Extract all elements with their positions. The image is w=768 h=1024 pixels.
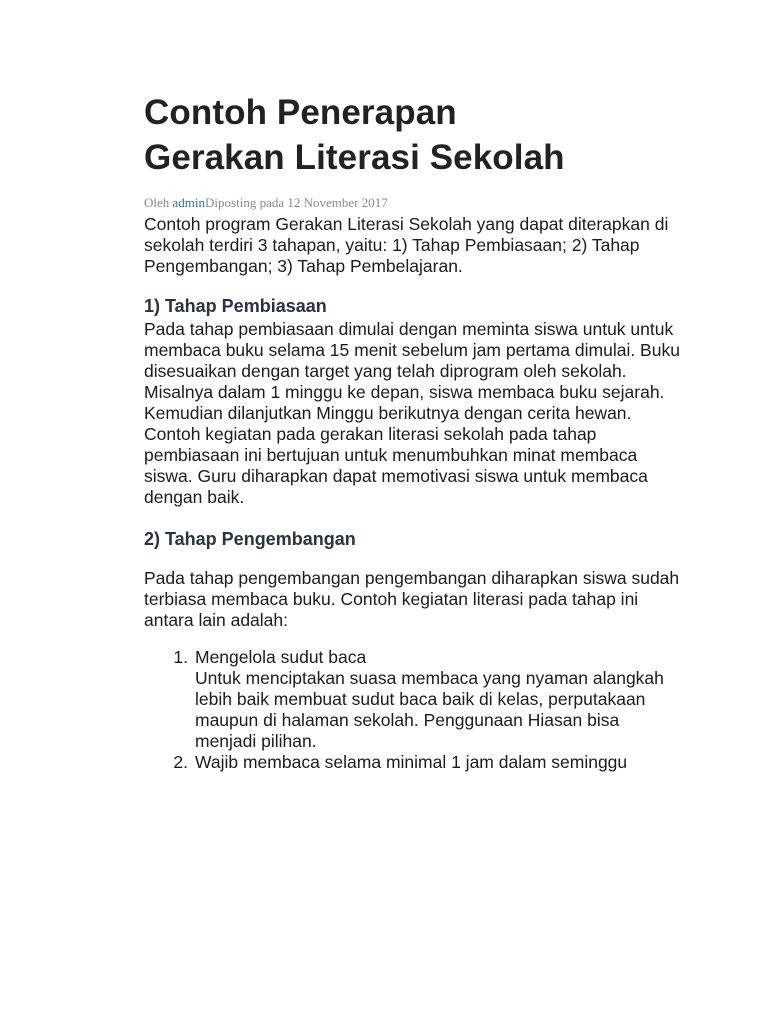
title-line-2: Gerakan Literasi Sekolah	[144, 138, 565, 177]
list-item-content	[188, 752, 665, 773]
list-item-title: Mengelola sudut baca	[195, 647, 367, 667]
page-title	[144, 90, 684, 180]
list-item-title: Wajib membaca selama minimal 1 jam dalam seminggu	[195, 752, 628, 772]
activity-list	[144, 647, 684, 773]
article	[144, 90, 684, 773]
post-meta	[144, 195, 684, 210]
author-link[interactable]: admin	[172, 195, 206, 210]
meta-by: Oleh	[144, 195, 173, 210]
section-body-pengembangan: Pada tahap pengembangan pengembangan diharapkan siswa sudah terbiasa membaca buku. Contoh kegiatan literasi pada tahap ini antara lain adalah:	[144, 568, 680, 630]
meta-posted-date: Diposting pada 12 November 2017	[205, 195, 388, 210]
list-item-number: 1.	[173, 647, 188, 667]
section-heading-pengembangan: 2) Tahap Pengembangan	[144, 529, 356, 549]
list-item-detail: Untuk menciptakan suasa membaca yang nyaman alangkah lebih baik membuat sudut baca baik di kelas, perputakaan maupun di halaman sekolah. Penggunaan Hiasan bisa menjadi pilihan.	[195, 668, 664, 751]
intro-paragraph: Contoh program Gerakan Literasi Sekolah yang dapat diterapkan di sekolah terdiri 3 tahapan, yaitu: 1) Tahap Pembiasaan; 2) Tahap Pengembangan; 3) Tahap Pembelajaran.	[144, 214, 669, 276]
section-heading-pembiasaan: 1) Tahap Pembiasaan	[144, 296, 327, 316]
list-item	[144, 647, 684, 752]
list-item-content	[188, 647, 665, 752]
section-body-pembiasaan: Pada tahap pembiasaan dimulai dengan meminta siswa untuk untuk membaca buku selama 15 menit sebelum jam pertama dimulai. Buku disesuaikan dengan target yang telah diprogram oleh sekolah. Misalnya dalam 1 minggu ke depan, siswa membaca buku sejarah. Kemudian dilanjutkan Minggu berikutnya dengan cerita hewan. Contoh kegiatan pada gerakan literasi sekolah pada tahap pembiasaan ini bertujuan untuk menumbuhkan minat membaca siswa. Guru diharapkan dapat memotivasi siswa untuk membaca dengan baik.	[144, 319, 680, 507]
list-item-number: 2.	[173, 752, 188, 772]
title-line-1: Contoh Penerapan	[144, 93, 457, 132]
list-item	[144, 752, 684, 773]
